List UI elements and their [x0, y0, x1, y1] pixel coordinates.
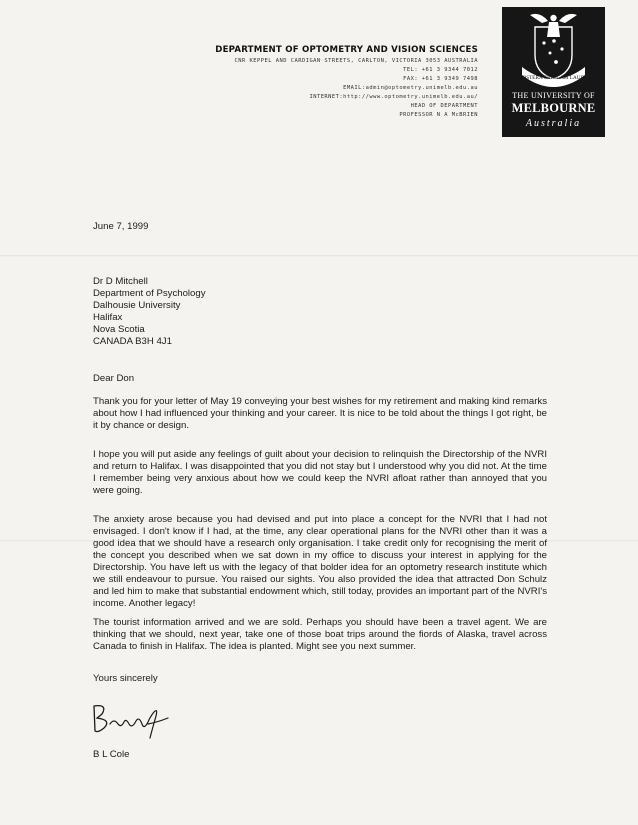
logo-line-3: Australia — [525, 118, 582, 129]
fax: FAX: +61 3 9349 7498 — [403, 76, 478, 82]
recipient-line: Department of Psychology — [93, 288, 206, 299]
closing: Yours sincerely — [93, 673, 158, 684]
recipient-line: Dr D Mitchell — [93, 276, 148, 287]
recipient-address — [93, 276, 206, 348]
letter-date: June 7, 1999 — [93, 221, 149, 232]
body-paragraph: Thank you for your letter of May 19 conveying your best wishes for my retirement and making kind remarks about how I had influenced your thinking and your career. It is nice to be told about the things I got right, be it by chance or design. — [93, 396, 547, 431]
recipient-line: Dalhousie University — [93, 300, 181, 311]
recipient-line: CANADA B3H 4J1 — [93, 336, 172, 347]
body-paragraph: The tourist information arrived and we are sold. Perhaps you should have been a travel agent. We are thinking that we should, next year, take one of those boat trips around the fiords of Alaska, travel across Canada to finish in Halifax. The idea is planted. Might see you next summer. — [93, 617, 547, 652]
email: EMAIL:admin@optometry.unimelb.edu.au — [343, 85, 478, 91]
logo-motto: POSTERA CRESCAM LAUDE — [519, 75, 588, 81]
logo-line-2: MELBOURNE — [511, 101, 596, 115]
department-name: DEPARTMENT OF OPTOMETRY AND VISION SCIENCES — [215, 45, 478, 55]
head-of-department-name: PROFESSOR N A McBRIEN — [399, 112, 478, 118]
department-address: CNR KEPPEL AND CARDIGAN STREETS, CARLTON, VICTORIA 3053 AUSTRALIA — [234, 58, 478, 64]
recipient-line: Halifax — [93, 312, 123, 323]
signer-name: B L Cole — [93, 749, 130, 760]
head-of-department-title: HEAD OF DEPARTMENT — [410, 103, 478, 109]
letterhead — [215, 45, 478, 120]
telephone: TEL: +61 3 9344 7012 — [403, 67, 478, 73]
salutation: Dear Don — [93, 373, 135, 384]
website: INTERNET:http://www.optometry.unimelb.edu.au/ — [309, 94, 478, 100]
recipient-line: Nova Scotia — [93, 324, 145, 335]
handwritten-signature — [88, 700, 183, 740]
body-paragraph: I hope you will put aside any feelings of guilt about your decision to relinquish the Directorship of the NVRI and return to Halifax. I was disappointed that you did not stay but I understood why you did not. At the time I remember being very anxious about how we could keep the NVRI afloat rather than annoyed that you were going. — [93, 449, 547, 496]
body-paragraph: The anxiety arose because you had devised and put into place a concept for the NVRI that I had not envisaged. I don't know if I had, at the time, any clear operational plans for the NVRI other than it was a good idea that we should have a research only organisation. I take credit only for recognising the merit of the concept you described when we sat down in my office to discuss your interest in applying for the Directorship. You have left us with the legacy of that bolder idea for an optometry research institute which we still endeavour to pursue. You raised our sights. You also provided the idea that attracted Don Schulz and led him to make that substantial endowment which, still today, provides an important part of the NVRI's income. Another legacy! — [93, 514, 547, 609]
university-logo — [502, 7, 605, 137]
logo-line-1: THE UNIVERSITY OF — [512, 91, 595, 100]
paper-fold — [0, 255, 638, 257]
